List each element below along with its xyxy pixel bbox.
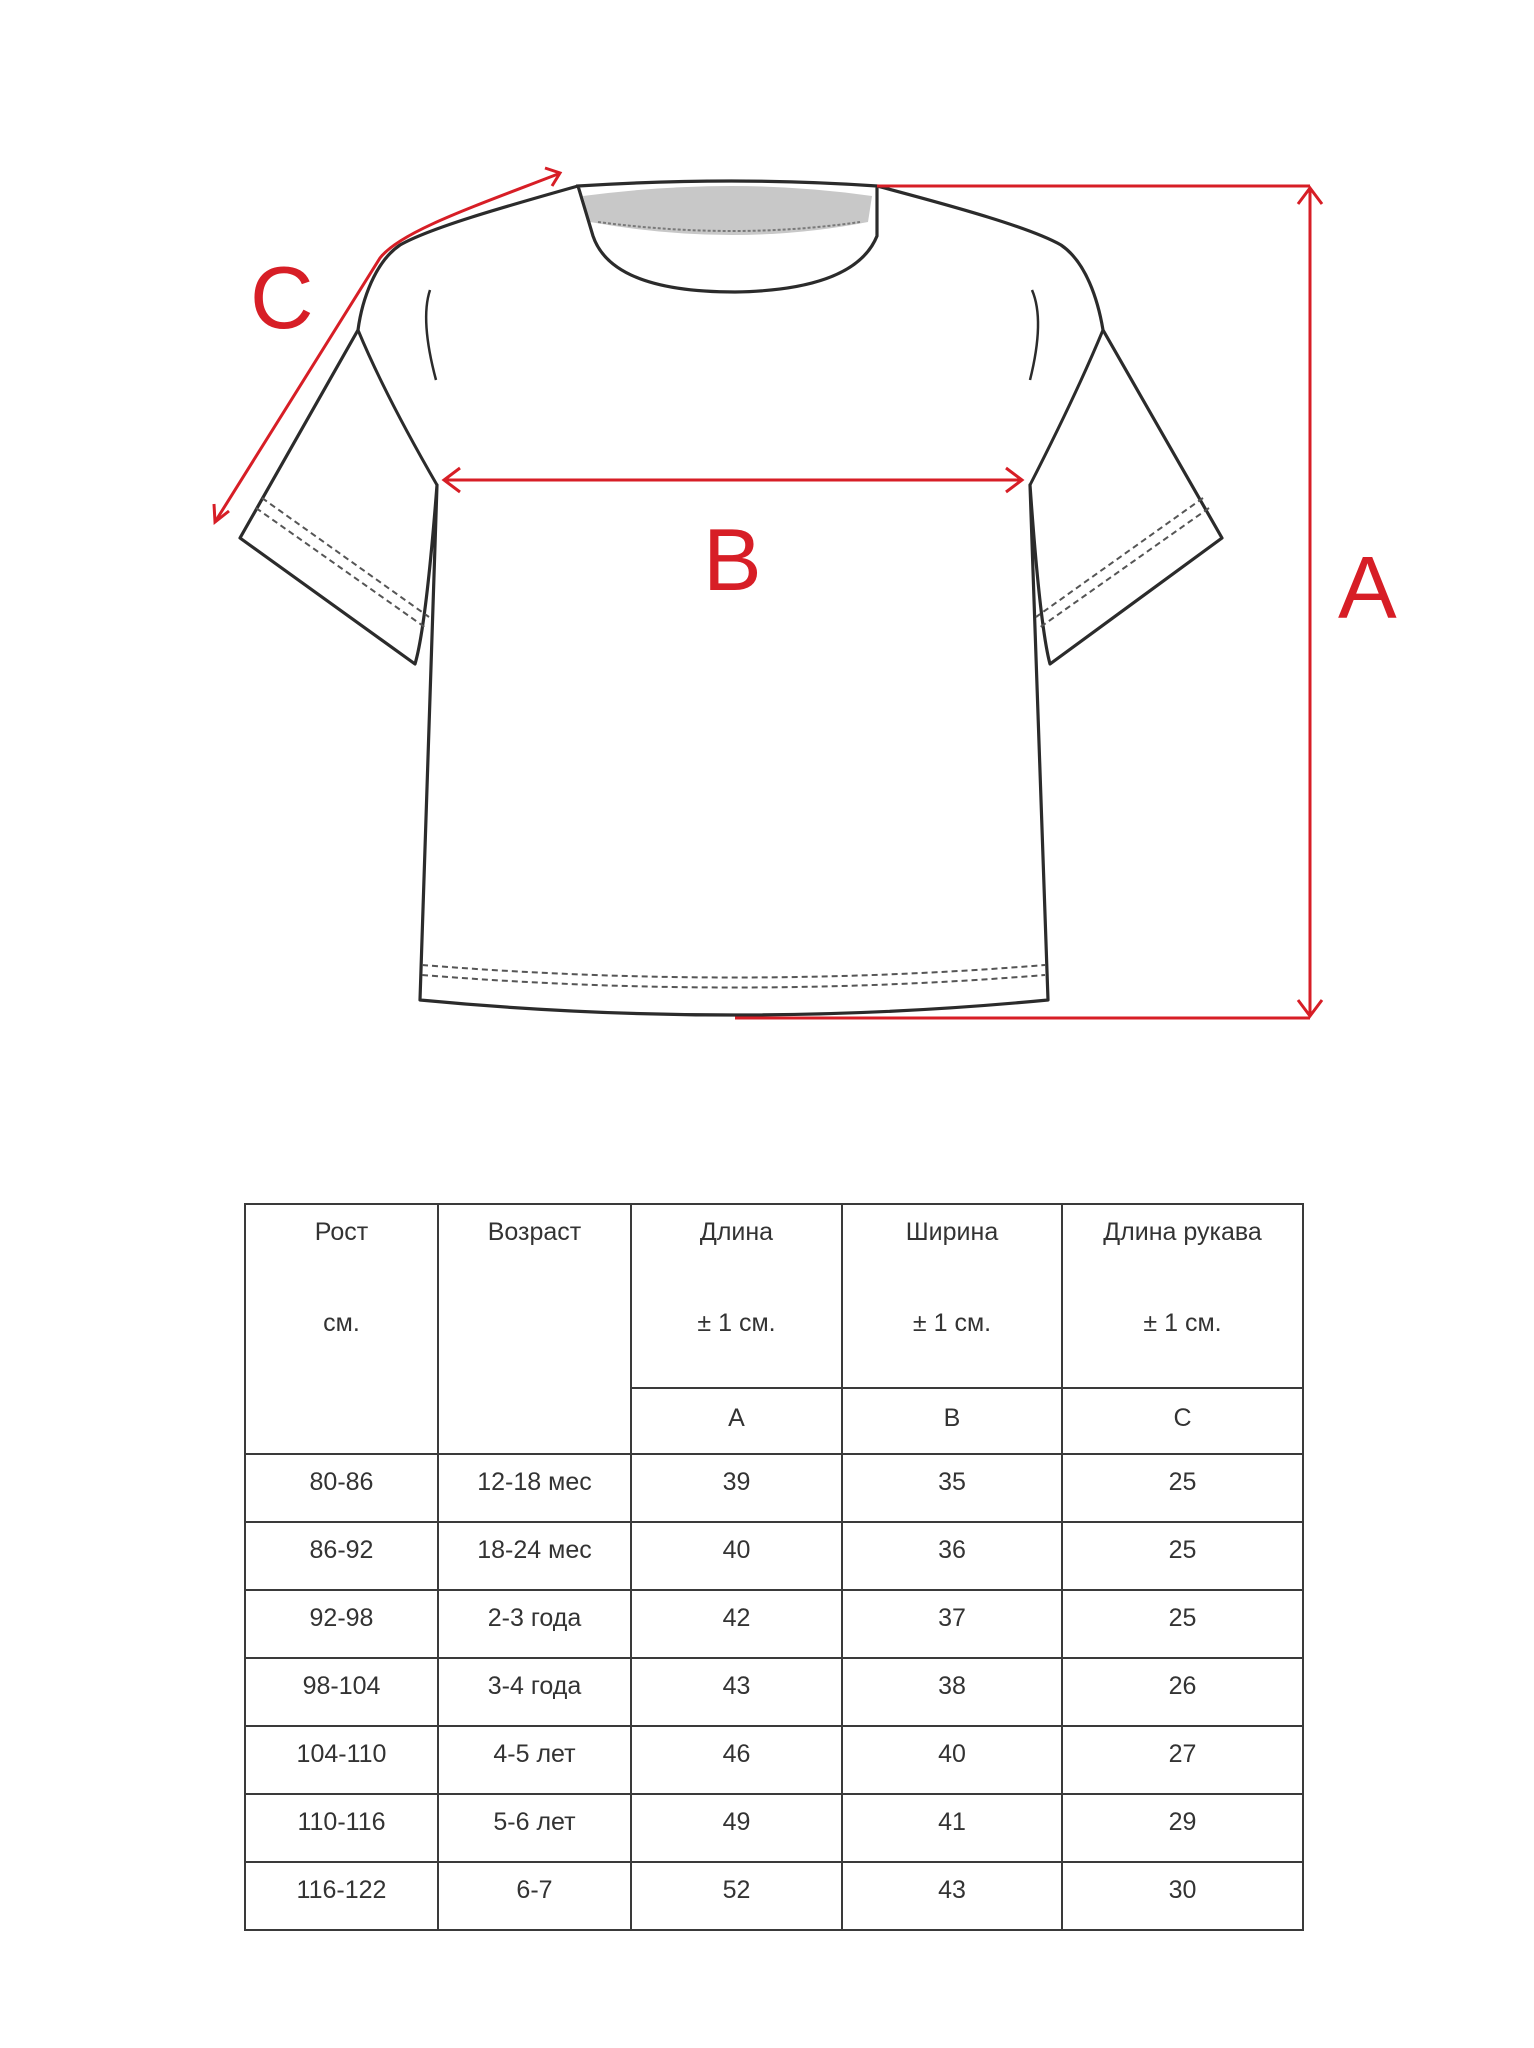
header-age-title: Возраст [487,1218,582,1246]
left-fold-mark [426,290,436,380]
cell-age: 12-18 мес [438,1454,631,1522]
left-shoulder-seam [358,330,437,485]
cell-c: 25 [1062,1590,1303,1658]
header-height-title: Рост [314,1218,369,1246]
table-row [245,1862,1303,1930]
table-row [245,1794,1303,1862]
header-length-title: Длина [699,1218,774,1246]
label-c: C [250,248,314,347]
cell-b: 43 [842,1862,1062,1930]
cell-b: 35 [842,1454,1062,1522]
header-height [245,1204,438,1454]
measure-b-arrow [444,468,1022,492]
cell-age: 3-4 года [438,1658,631,1726]
cell-height: 116-122 [245,1862,438,1930]
cell-age: 4-5 лет [438,1726,631,1794]
cell-height: 80-86 [245,1454,438,1522]
table-row [245,1590,1303,1658]
header-sleeve [1062,1204,1303,1388]
table-row [245,1454,1303,1522]
header-length-code: А [631,1388,842,1454]
right-sleeve-stitch [1036,498,1209,628]
cell-b: 37 [842,1590,1062,1658]
header-width-title: Ширина [905,1218,999,1246]
cell-a: 49 [631,1794,842,1862]
header-sleeve-title: Длина рукава [1103,1218,1262,1246]
cell-age: 5-6 лет [438,1794,631,1862]
header-length [631,1204,842,1388]
cell-a: 46 [631,1726,842,1794]
table-row [245,1726,1303,1794]
header-sleeve-code: С [1062,1388,1303,1454]
cell-height: 92-98 [245,1590,438,1658]
header-sleeve-tolerance: ± 1 см. [1143,1309,1222,1337]
cell-a: 52 [631,1862,842,1930]
cell-height: 98-104 [245,1658,438,1726]
table-row [245,1522,1303,1590]
cell-b: 40 [842,1726,1062,1794]
table-header-row [245,1204,1303,1388]
table-row [245,1658,1303,1726]
collar-inner [583,186,872,235]
header-length-tolerance: ± 1 см. [697,1309,776,1337]
cell-a: 39 [631,1454,842,1522]
right-shoulder-seam [1030,330,1103,485]
cell-c: 27 [1062,1726,1303,1794]
cell-height: 104-110 [245,1726,438,1794]
cell-age: 2-3 года [438,1590,631,1658]
cell-age: 18-24 мес [438,1522,631,1590]
measure-a-arrow [735,186,1322,1018]
right-fold-mark [1030,290,1038,380]
header-age [438,1204,631,1454]
header-height-unit: см. [323,1309,360,1337]
cell-b: 36 [842,1522,1062,1590]
cell-b: 38 [842,1658,1062,1726]
cell-height: 110-116 [245,1794,438,1862]
cell-b: 41 [842,1794,1062,1862]
header-width [842,1204,1062,1388]
label-b: B [703,510,762,609]
left-sleeve-stitch [256,498,429,628]
cell-height: 86-92 [245,1522,438,1590]
cell-a: 43 [631,1658,842,1726]
cell-c: 26 [1062,1658,1303,1726]
size-table [244,1203,1304,1931]
cell-a: 40 [631,1522,842,1590]
header-width-code: В [842,1388,1062,1454]
header-width-tolerance: ± 1 см. [912,1309,992,1337]
cell-age: 6-7 [438,1862,631,1930]
cell-a: 42 [631,1590,842,1658]
cell-c: 30 [1062,1862,1303,1930]
cell-c: 29 [1062,1794,1303,1862]
cell-c: 25 [1062,1522,1303,1590]
label-a: A [1338,538,1397,637]
cell-c: 25 [1062,1454,1303,1522]
bottom-hem-stitch [422,965,1045,988]
